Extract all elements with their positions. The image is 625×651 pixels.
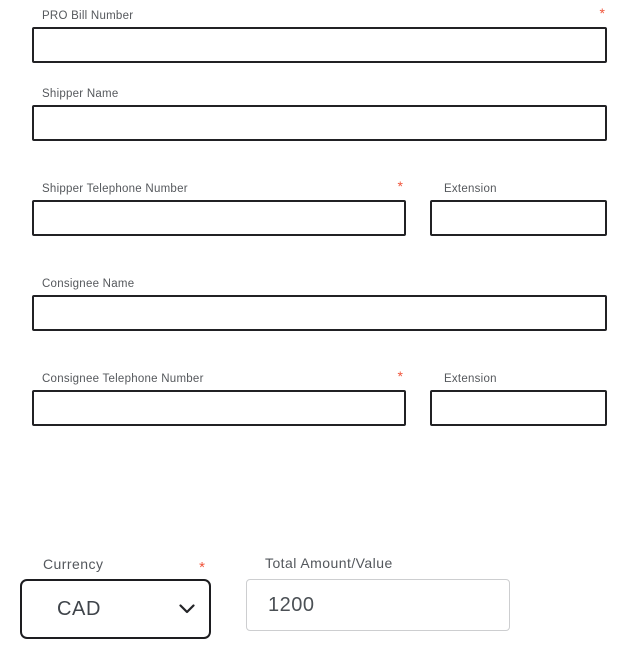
field-shipper-name [32,84,607,141]
shipper-name-label: Shipper Name [42,88,119,100]
field-shipper-extension [430,179,607,236]
field-consignee-name [32,274,607,331]
shipper-telephone-label: Shipper Telephone Number [42,183,188,195]
total-amount-input[interactable] [246,579,510,631]
field-consignee-extension [430,369,607,426]
field-currency [20,556,211,639]
field-total-amount [246,555,510,631]
field-consignee-telephone [32,369,406,426]
shipper-telephone-required-asterisk: * [397,178,403,194]
consignee-telephone-input[interactable] [32,390,406,426]
shipper-extension-input[interactable] [430,200,607,236]
chevron-down-icon [179,604,195,614]
field-shipper-telephone [32,179,406,236]
shipper-extension-label: Extension [444,183,497,195]
consignee-telephone-required-asterisk: * [397,368,403,384]
currency-select[interactable] [20,579,211,639]
shipper-telephone-input[interactable] [32,200,406,236]
consignee-extension-input[interactable] [430,390,607,426]
pro-bill-number-label: PRO Bill Number [42,10,134,22]
currency-selected-value: CAD [57,597,102,620]
pro-bill-number-required-asterisk: * [599,5,605,21]
consignee-telephone-label: Consignee Telephone Number [42,373,204,385]
shipper-name-input[interactable] [32,105,607,141]
total-amount-label: Total Amount/Value [265,555,393,571]
consignee-extension-label: Extension [444,373,497,385]
consignee-name-label: Consignee Name [42,278,135,290]
pro-bill-number-input[interactable] [32,27,607,63]
currency-label: Currency [43,556,104,572]
consignee-name-input[interactable] [32,295,607,331]
currency-required-asterisk: * [199,559,205,576]
field-pro-bill-number [32,6,607,63]
